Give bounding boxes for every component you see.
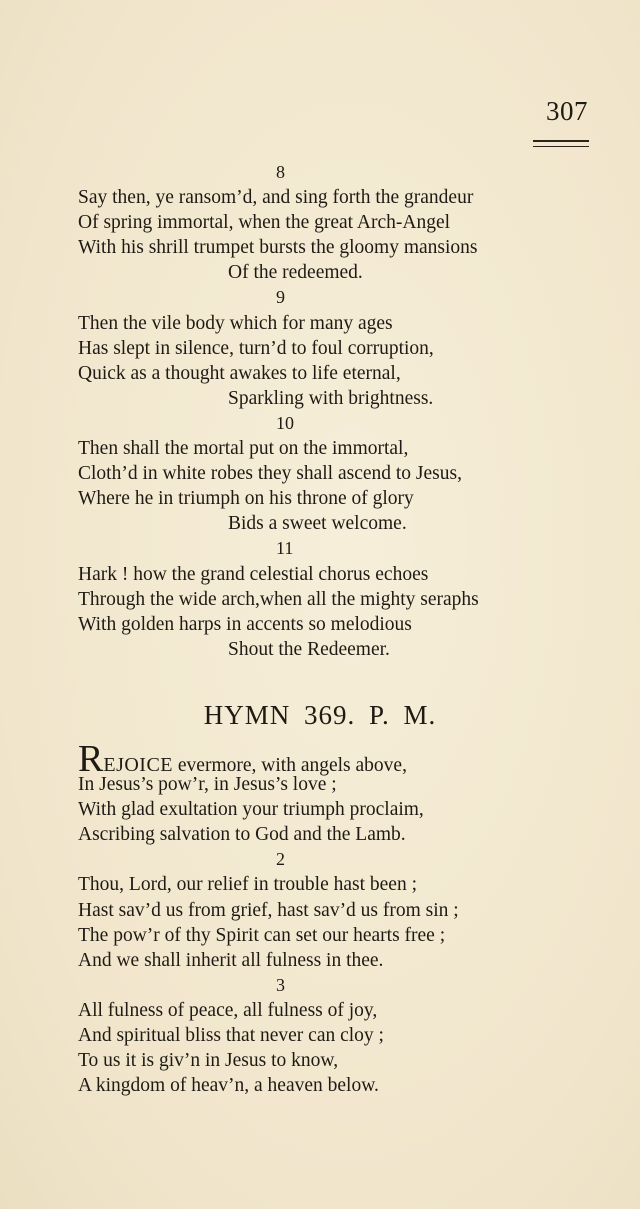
verse-line-first (78, 738, 618, 780)
verse-line: Hark ! how the grand celestial chorus echoes (78, 563, 429, 585)
verse-line: To us it is giv’n in Jesus to know, (78, 1050, 339, 1072)
page-number-rule (533, 140, 589, 147)
stanza-number: 11 (276, 538, 294, 559)
verse-line: Then the vile body which for many ages (78, 312, 393, 334)
verse-line: With glad exultation your triumph proclaim, (78, 799, 424, 821)
verse-line: With golden harps in accents so melodious (78, 613, 412, 635)
first-line-rest: evermore, with angels above, (173, 755, 407, 776)
verse-line: Then shall the mortal put on the immortal, (78, 438, 409, 460)
drop-cap: R (78, 738, 104, 780)
verse-line: Say then, ye ransom’d, and sing forth the grandeur (78, 187, 474, 209)
verse-line: Through the wide arch,when all the mighty seraphs (78, 588, 479, 610)
stanza-number: 9 (276, 287, 285, 308)
verse-line: In Jesus’s pow’r, in Jesus’s love ; (78, 774, 337, 796)
verse-line: Has slept in silence, turn’d to foul corruption, (78, 337, 434, 359)
stanza-number: 3 (276, 974, 285, 995)
page-number: 307 (546, 96, 588, 126)
stanza-number: 10 (276, 412, 294, 433)
stanza-number: 8 (276, 162, 285, 182)
hymn-continuation (78, 160, 618, 662)
hymn-title: HYMN 369. P. M. (203, 700, 437, 730)
hymn-369 (78, 738, 618, 1098)
verse-line: Quick as a thought awakes to life eternal, (78, 362, 401, 384)
verse-line: And we shall inherit all fulness in thee. (78, 949, 384, 971)
verse-line: The pow’r of thy Spirit can set our hearts free ; (78, 924, 446, 946)
verse-line: A kingdom of heav’n, a heaven below. (78, 1075, 379, 1097)
refrain-line: Bids a sweet welcome. (228, 513, 407, 535)
refrain-line: Sparkling with brightness. (228, 387, 434, 409)
verse-line: With his shrill trumpet bursts the gloomy mansions (78, 237, 478, 259)
verse-line: All fulness of peace, all fulness of joy, (78, 999, 378, 1021)
refrain-line: Of the redeemed. (228, 262, 363, 284)
verse-line: And spiritual bliss that never can cloy ; (78, 1025, 384, 1047)
verse-line: Ascribing salvation to God and the Lamb. (78, 824, 406, 846)
verse-line: Where he in triumph on his throne of glory (78, 488, 414, 510)
verse-line: Cloth’d in white robes they shall ascend to Jesus, (78, 463, 462, 485)
small-caps-word: EJOICE (103, 754, 174, 776)
refrain-line: Shout the Redeemer. (228, 638, 390, 660)
stanza-number: 2 (276, 849, 285, 870)
verse-line: Hast sav’d us from grief, hast sav’d us from sin ; (78, 899, 459, 921)
verse-line: Of spring immortal, when the great Arch-Angel (78, 212, 451, 234)
verse-line: Thou, Lord, our relief in trouble hast been ; (78, 874, 417, 896)
